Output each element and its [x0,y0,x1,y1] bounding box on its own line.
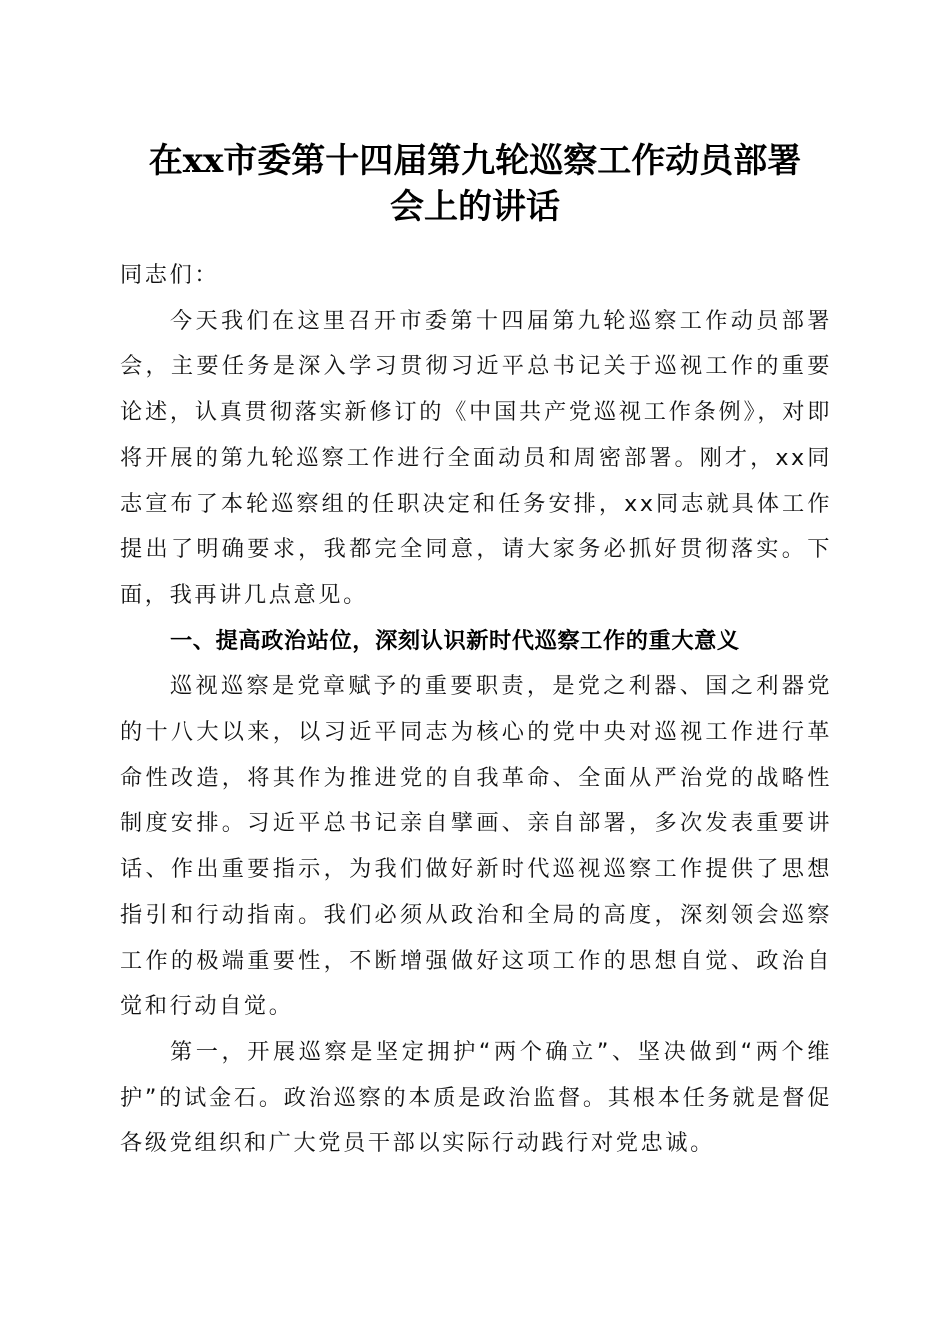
title-line-1: 在xx市委第十四届第九轮巡察工作动员部署 [148,141,802,181]
document-body [120,253,832,1167]
salutation: 同志们： [120,262,220,288]
document-title [100,138,850,230]
paragraph-first-point: 第一，开展巡察是坚定拥护“两个确立”、坚决做到“两个维护”的试金石。政治巡察的本质是政治监督。其根本任务就是督促各级党组织和广大党员干部以实际行动践行对党忠诚。 [120,1038,832,1157]
section-heading-1: 一、提高政治站位，深刻认识新时代巡察工作的重大意义 [170,627,740,654]
paragraph-significance: 巡视巡察是党章赋予的重要职责，是党之利器、国之利器党的十八大以来，以习近平同志为核心的党中央对巡视工作进行革命性改造，将其作为推进党的自我革命、全面从严治党的战略性制度安排。习近平总书记亲自擘画、亲自部署，多次发表重要讲话、作出重要指示，为我们做好新时代巡视巡察工作提供了思想指引和行动指南。我们必须从政治和全局的高度，深刻领会巡察工作的极端重要性，不断增强做好这项工作的思想自觉、政治自觉和行动自觉。 [120,673,832,1020]
paragraph-intro: 今天我们在这里召开市委第十四届第九轮巡察工作动员部署会，主要任务是深入学习贯彻习近平总书记关于巡视工作的重要论述，认真贯彻落实新修订的《中国共产党巡视工作条例》，对即将开展的第九轮巡察工作进行全面动员和周密部署。刚才，xx同志宣布了本轮巡察组的任职决定和任务安排，xx同志就具体工作提出了明确要求，我都完全同意，请大家务必抓好贯彻落实。下面，我再讲几点意见。 [120,307,832,608]
title-line-2: 会上的讲话 [390,187,560,227]
